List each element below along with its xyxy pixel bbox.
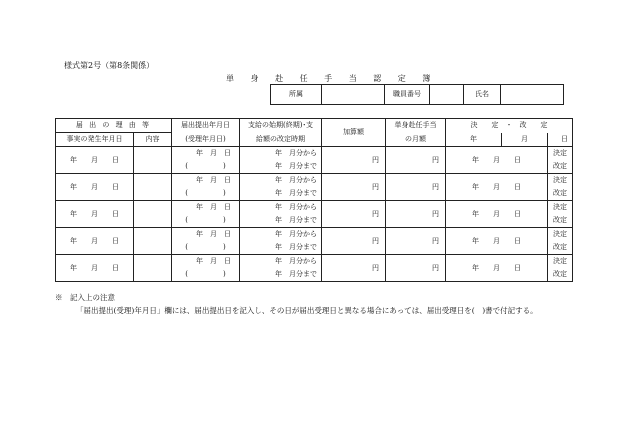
content-cell[interactable] [134, 201, 172, 228]
staff-number-field[interactable] [430, 85, 464, 105]
header-occurrence-date: 事実の発生年月日 [56, 133, 134, 147]
header-content: 内容 [134, 133, 172, 147]
period-to-cell[interactable]: 年 月分まで [240, 241, 322, 255]
header-allowance-sub: の月額 [386, 133, 446, 147]
add-amount-cell[interactable]: 円 [322, 201, 386, 228]
content-cell[interactable] [134, 147, 172, 174]
name-field[interactable] [501, 85, 564, 105]
receipt-date-cell[interactable]: ( ) [172, 214, 240, 228]
header-submit-date-sub: (受理年月日) [172, 133, 240, 147]
period-from-cell[interactable]: 年 月分から [240, 228, 322, 242]
staff-number-label: 職員番号 [385, 85, 430, 105]
allowance-record-table [55, 118, 573, 282]
header-decision: 決 定 ・ 改 定 [446, 119, 573, 133]
revision-label: 改定 [548, 187, 573, 201]
submit-date-cell[interactable]: 年 月 日 [172, 147, 240, 161]
document-title: 単 身 赴 任 手 当 認 定 簿 [226, 74, 438, 83]
period-from-cell[interactable]: 年 月分から [240, 147, 322, 161]
occurrence-date-cell[interactable]: 年 月 日 [56, 255, 134, 282]
occurrence-date-cell[interactable]: 年 月 日 [56, 147, 134, 174]
content-cell[interactable] [134, 228, 172, 255]
period-to-cell[interactable]: 年 月分まで [240, 187, 322, 201]
header-decision-year: 年 [446, 133, 502, 147]
header-reason: 届 出 の 理 由 等 [56, 119, 172, 133]
header-period-sub: 給額の改定時期 [240, 133, 322, 147]
period-from-cell[interactable]: 年 月分から [240, 174, 322, 188]
decision-label: 決定 [548, 174, 573, 188]
monthly-allowance-cell[interactable]: 円 [386, 174, 446, 201]
header-allowance: 単身赴任手当 [386, 119, 446, 133]
occurrence-date-cell[interactable]: 年 月 日 [56, 201, 134, 228]
revision-label: 改定 [548, 160, 573, 174]
period-from-cell[interactable]: 年 月分から [240, 201, 322, 215]
decision-label: 決定 [548, 255, 573, 269]
revision-label: 改定 [548, 214, 573, 228]
period-from-cell[interactable]: 年 月分から [240, 255, 322, 269]
receipt-date-cell[interactable]: ( ) [172, 268, 240, 282]
submit-date-cell[interactable]: 年 月 日 [172, 174, 240, 188]
receipt-date-cell[interactable]: ( ) [172, 187, 240, 201]
header-decision-day: 日 [548, 133, 573, 147]
add-amount-cell[interactable]: 円 [322, 174, 386, 201]
decision-label: 決定 [548, 228, 573, 242]
decision-label: 決定 [548, 201, 573, 215]
content-cell[interactable] [134, 255, 172, 282]
note-body: 「届出提出(受理)年月日」欄には、届出提出日を記入し、その日が届出受理日と異なる場合にあっては、届出受理日を( )書で付記する。 [76, 306, 538, 315]
receipt-date-cell[interactable]: ( ) [172, 160, 240, 174]
decision-date-cell[interactable]: 年 月 日 [446, 174, 548, 201]
monthly-allowance-cell[interactable]: 円 [386, 147, 446, 174]
affiliation-field[interactable] [322, 85, 385, 105]
period-to-cell[interactable]: 年 月分まで [240, 160, 322, 174]
submit-date-cell[interactable]: 年 月 日 [172, 228, 240, 242]
submit-date-cell[interactable]: 年 月 日 [172, 201, 240, 215]
decision-date-cell[interactable]: 年 月 日 [446, 201, 548, 228]
decision-date-cell[interactable]: 年 月 日 [446, 147, 548, 174]
receipt-date-cell[interactable]: ( ) [172, 241, 240, 255]
header-decision-month: 月 [502, 133, 548, 147]
occurrence-date-cell[interactable]: 年 月 日 [56, 174, 134, 201]
name-label: 氏名 [464, 85, 501, 105]
occurrence-date-cell[interactable]: 年 月 日 [56, 228, 134, 255]
header-period: 支給の始期(終期)･支 [240, 119, 322, 133]
submit-date-cell[interactable]: 年 月 日 [172, 255, 240, 269]
period-to-cell[interactable]: 年 月分まで [240, 268, 322, 282]
note-heading: ※ 記入上の注意 [55, 293, 115, 302]
add-amount-cell[interactable]: 円 [322, 147, 386, 174]
monthly-allowance-cell[interactable]: 円 [386, 255, 446, 282]
period-to-cell[interactable]: 年 月分まで [240, 214, 322, 228]
monthly-allowance-cell[interactable]: 円 [386, 201, 446, 228]
content-cell[interactable] [134, 174, 172, 201]
affiliation-label: 所属 [271, 85, 322, 105]
header-submit-date: 届出提出年月日 [172, 119, 240, 133]
revision-label: 改定 [548, 268, 573, 282]
form-number: 様式第2号（第8条関係） [64, 61, 155, 70]
decision-label: 決定 [548, 147, 573, 161]
monthly-allowance-cell[interactable]: 円 [386, 228, 446, 255]
decision-date-cell[interactable]: 年 月 日 [446, 228, 548, 255]
revision-label: 改定 [548, 241, 573, 255]
add-amount-cell[interactable]: 円 [322, 255, 386, 282]
header-add-amount: 加算額 [322, 119, 386, 147]
add-amount-cell[interactable]: 円 [322, 228, 386, 255]
identity-table [270, 84, 564, 105]
decision-date-cell[interactable]: 年 月 日 [446, 255, 548, 282]
